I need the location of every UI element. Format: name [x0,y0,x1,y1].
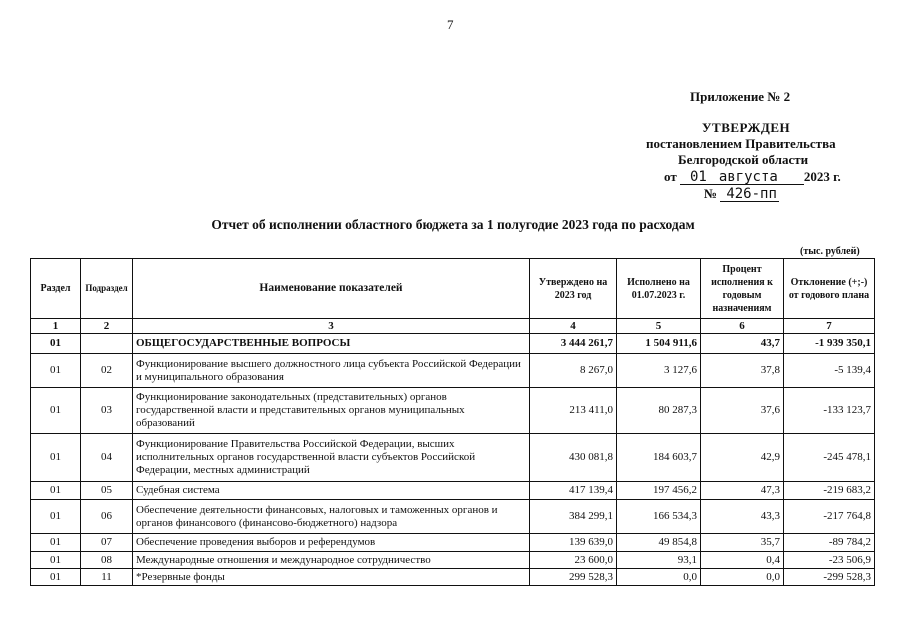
deviation-cell: -299 528,3 [784,569,875,586]
name-cell: Функционирование высшего должностного лица субъекта Российской Федерации и муниципального образования [133,354,530,388]
name-cell: Судебная система [133,482,530,500]
page-number: 7 [447,17,454,32]
header-row [31,259,875,319]
section-cell: 01 [31,334,81,354]
units-label: (тыс. рублей) [800,246,860,257]
executed-cell: 197 456,2 [617,482,701,500]
approved-cell: 384 299,1 [530,500,617,534]
percent-cell: 35,7 [701,534,784,552]
section-cell: 01 [31,354,81,388]
deviation-cell: -23 506,9 [784,552,875,569]
header-percent: Процент исполнения к годовым назначениям [701,259,784,319]
table-row [31,534,875,552]
deviation-cell: -5 139,4 [784,354,875,388]
name-cell: Функционирование законодательных (представительных) органов государственной власти и представительных органов муниципальных образований [133,388,530,434]
approved-cell: 213 411,0 [530,388,617,434]
date-year: 2023 г. [803,169,841,184]
column-number: 5 [617,319,701,334]
name-cell: *Резервные фонды [133,569,530,586]
subsection-cell: 05 [81,482,133,500]
table-row [31,388,875,434]
budget-table [30,258,875,586]
table-row [31,354,875,388]
percent-cell: 37,6 [701,388,784,434]
order-number: 426-пп [720,187,779,202]
approved-cell: 8 267,0 [530,354,617,388]
percent-cell: 0,0 [701,569,784,586]
section-cell: 01 [31,534,81,552]
name-cell: Функционирование Правительства Российской Федерации, высших исполнительных органов государственной власти субъектов Российской Федерации, местных администраций [133,434,530,482]
appendix-label: Приложение № 2 [690,89,791,104]
column-number: 3 [133,319,530,334]
name-cell: Обеспечение проведения выборов и референдумов [133,534,530,552]
approved-heading: УТВЕРЖДЕН [702,120,791,135]
approved-cell: 139 639,0 [530,534,617,552]
subsection-cell: 11 [81,569,133,586]
subsection-cell: 08 [81,552,133,569]
percent-cell: 47,3 [701,482,784,500]
approved-cell: 417 139,4 [530,482,617,500]
executed-cell: 0,0 [617,569,701,586]
table-row [31,434,875,482]
deviation-cell: -219 683,2 [784,482,875,500]
approval-line-2: Белгородской области [678,152,809,167]
percent-cell: 37,8 [701,354,784,388]
percent-cell: 43,3 [701,500,784,534]
executed-cell: 1 504 911,6 [617,334,701,354]
section-cell: 01 [31,500,81,534]
table-row [31,500,875,534]
deviation-cell: -1 939 350,1 [784,334,875,354]
deviation-cell: -133 123,7 [784,388,875,434]
section-cell: 01 [31,569,81,586]
table-row [31,334,875,354]
number-prefix: № [704,186,718,201]
table-row [31,482,875,500]
approved-cell: 23 600,0 [530,552,617,569]
deviation-cell: -217 764,8 [784,500,875,534]
subsection-cell: 06 [81,500,133,534]
header-section: Раздел [31,259,81,319]
column-number-row [31,319,875,334]
document-title: Отчет об исполнении областного бюджета за 1 полугодие 2023 года по расходам [211,217,695,232]
date-month: августа [713,170,804,185]
subsection-cell [81,334,133,354]
approval-date-line [664,168,841,185]
percent-cell: 0,4 [701,552,784,569]
header-executed: Исполнено на 01.07.2023 г. [617,259,701,319]
header-subsection: Подраздел [81,259,133,319]
column-number: 2 [81,319,133,334]
approval-line-1: постановлением Правительства [646,136,836,151]
section-cell: 01 [31,388,81,434]
subsection-cell: 03 [81,388,133,434]
column-number: 6 [701,319,784,334]
percent-cell: 42,9 [701,434,784,482]
subsection-cell: 07 [81,534,133,552]
header-name: Наименование показателей [133,259,530,319]
executed-cell: 80 287,3 [617,388,701,434]
deviation-cell: -89 784,2 [784,534,875,552]
executed-cell: 166 534,3 [617,500,701,534]
deviation-cell: -245 478,1 [784,434,875,482]
executed-cell: 49 854,8 [617,534,701,552]
table-row [31,569,875,586]
percent-cell: 43,7 [701,334,784,354]
executed-cell: 3 127,6 [617,354,701,388]
name-cell: Международные отношения и международное сотрудничество [133,552,530,569]
approved-cell: 430 081,8 [530,434,617,482]
column-number: 7 [784,319,875,334]
approved-cell: 299 528,3 [530,569,617,586]
table-row [31,552,875,569]
section-cell: 01 [31,434,81,482]
executed-cell: 184 603,7 [617,434,701,482]
subsection-cell: 04 [81,434,133,482]
column-number: 4 [530,319,617,334]
executed-cell: 93,1 [617,552,701,569]
header-approved: Утверждено на 2023 год [530,259,617,319]
name-cell: Обеспечение деятельности финансовых, налоговых и таможенных органов и органов финансового (финансово-бюджетного) надзора [133,500,530,534]
subsection-cell: 02 [81,354,133,388]
column-number: 1 [31,319,81,334]
approval-number-line [704,185,779,202]
section-cell: 01 [31,482,81,500]
section-cell: 01 [31,552,81,569]
header-deviation: Отклонение (+;-) от годового плана [784,259,875,319]
date-day: 01 [680,170,713,185]
name-cell: ОБЩЕГОСУДАРСТВЕННЫЕ ВОПРОСЫ [133,334,530,354]
approved-cell: 3 444 261,7 [530,334,617,354]
date-prefix: от [664,169,677,184]
